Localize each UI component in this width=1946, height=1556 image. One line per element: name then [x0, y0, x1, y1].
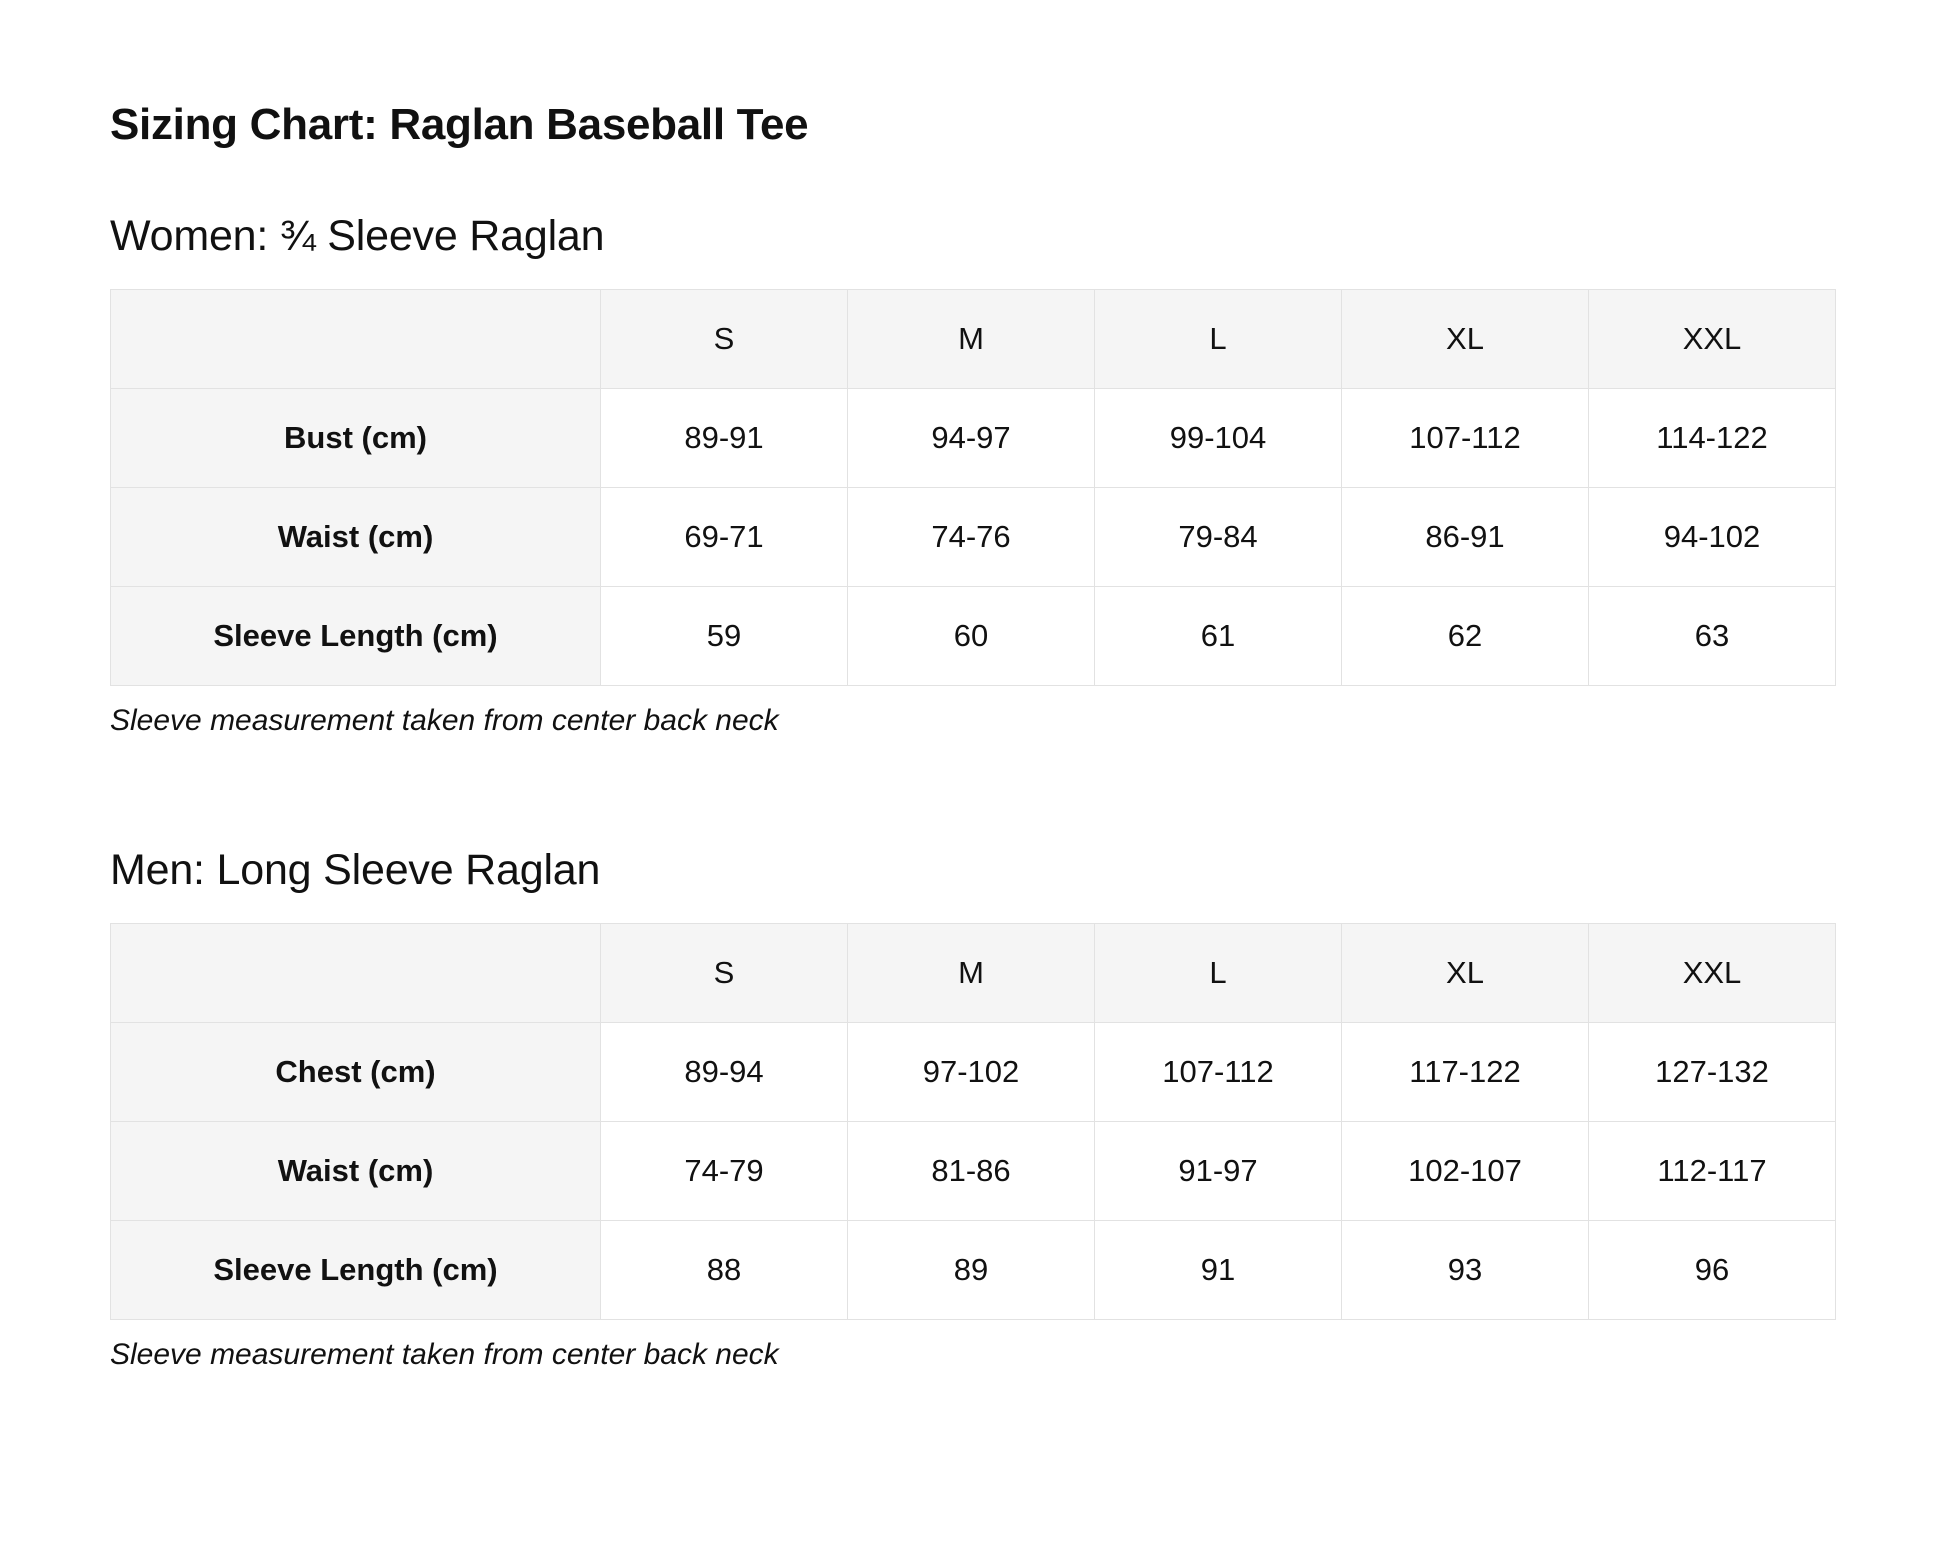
table-header-women [111, 290, 1836, 389]
table-cell: 61 [1095, 587, 1342, 686]
sleeve-note-men: Sleeve measurement taken from center back neck [110, 1338, 779, 1371]
table-body-men [111, 1023, 1836, 1320]
column-header-m: M [848, 290, 1095, 389]
table-cell: 93 [1342, 1221, 1589, 1320]
table-corner-cell [111, 290, 601, 389]
column-header-s: S [601, 924, 848, 1023]
section-spacer [110, 778, 1836, 846]
table-body-women [111, 389, 1836, 686]
table-cell: 94-102 [1589, 488, 1836, 587]
section-heading-women: Women: ¾ Sleeve Raglan [110, 212, 605, 260]
column-header-xxl: XXL [1589, 924, 1836, 1023]
table-cell: 59 [601, 587, 848, 686]
table-cell: 89-94 [601, 1023, 848, 1122]
page-title: Sizing Chart: Raglan Baseball Tee [110, 100, 809, 149]
table-cell: 89 [848, 1221, 1095, 1320]
column-header-l: L [1095, 290, 1342, 389]
table-cell: 79-84 [1095, 488, 1342, 587]
table-cell: 114-122 [1589, 389, 1836, 488]
table-cell: 91 [1095, 1221, 1342, 1320]
table-cell: 60 [848, 587, 1095, 686]
row-label: Waist (cm) [111, 1122, 601, 1221]
section-women [110, 212, 1836, 738]
table-cell: 69-71 [601, 488, 848, 587]
table-cell: 94-97 [848, 389, 1095, 488]
column-header-s: S [601, 290, 848, 389]
section-heading-men: Men: Long Sleeve Raglan [110, 846, 601, 894]
table-cell: 117-122 [1342, 1023, 1589, 1122]
table-row [111, 389, 1836, 488]
table-row [111, 1023, 1836, 1122]
table-header-row [111, 290, 1836, 389]
table-cell: 107-112 [1342, 389, 1589, 488]
table-cell: 74-79 [601, 1122, 848, 1221]
table-cell: 96 [1589, 1221, 1836, 1320]
row-label: Sleeve Length (cm) [111, 1221, 601, 1320]
row-label: Waist (cm) [111, 488, 601, 587]
table-cell: 86-91 [1342, 488, 1589, 587]
table-cell: 127-132 [1589, 1023, 1836, 1122]
table-cell: 99-104 [1095, 389, 1342, 488]
sizing-table-women [110, 289, 1836, 686]
table-row [111, 488, 1836, 587]
row-label: Bust (cm) [111, 389, 601, 488]
table-corner-cell [111, 924, 601, 1023]
table-cell: 74-76 [848, 488, 1095, 587]
table-cell: 97-102 [848, 1023, 1095, 1122]
column-header-xl: XL [1342, 924, 1589, 1023]
sleeve-note-women: Sleeve measurement taken from center back neck [110, 704, 779, 737]
column-header-m: M [848, 924, 1095, 1023]
table-header-row [111, 924, 1836, 1023]
table-cell: 112-117 [1589, 1122, 1836, 1221]
table-cell: 89-91 [601, 389, 848, 488]
column-header-xl: XL [1342, 290, 1589, 389]
table-row [111, 1122, 1836, 1221]
table-cell: 107-112 [1095, 1023, 1342, 1122]
table-cell: 63 [1589, 587, 1836, 686]
column-header-xxl: XXL [1589, 290, 1836, 389]
row-label: Sleeve Length (cm) [111, 587, 601, 686]
table-header-men [111, 924, 1836, 1023]
section-men [110, 846, 1836, 1372]
table-cell: 88 [601, 1221, 848, 1320]
sizing-table-men [110, 923, 1836, 1320]
table-cell: 62 [1342, 587, 1589, 686]
table-cell: 91-97 [1095, 1122, 1342, 1221]
table-row [111, 587, 1836, 686]
column-header-l: L [1095, 924, 1342, 1023]
row-label: Chest (cm) [111, 1023, 601, 1122]
table-cell: 81-86 [848, 1122, 1095, 1221]
table-cell: 102-107 [1342, 1122, 1589, 1221]
table-row [111, 1221, 1836, 1320]
